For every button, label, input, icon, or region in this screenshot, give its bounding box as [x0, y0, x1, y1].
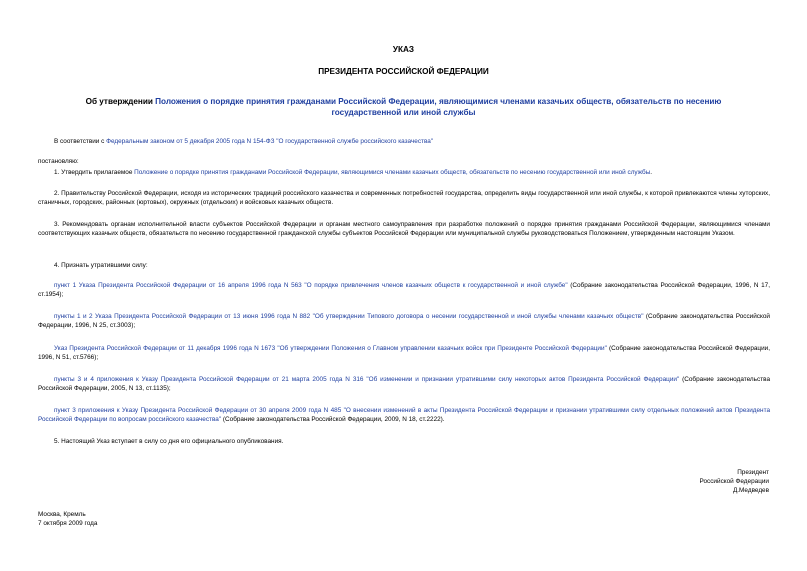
title-prefix: Об утверждении: [85, 97, 156, 106]
repealed-item: [38, 344, 770, 362]
signature-office: Российской Федерации: [699, 478, 769, 485]
date: 7 октября 2009 года: [38, 520, 98, 527]
regulation-link[interactable]: Положение о порядке принятия гражданами Российской Федерации, являющимися членами казачьих обществ, обязательств по несению государственной или иной службы: [134, 169, 651, 176]
title-link[interactable]: Положения о порядке принятия гражданами Российской Федерации, являющимися членами казачьих обществ, обязательств по несению государственной или иной службы: [155, 97, 722, 117]
repealed-source: (Собрание законодательства Российской Федерации, 2009, N 18, ст.2222).: [221, 416, 445, 423]
item-4: 4. Признать утратившими силу:: [54, 262, 148, 269]
repealed-link[interactable]: пункты 3 и 4 приложения к Указу Президента Российской Федерации от 21 марта 2005 года N 316 "Об изменении и признании утратившими силу некоторых актов Президента Российской Федерации": [54, 376, 680, 383]
federal-law-link[interactable]: Федеральным законом от 5 декабря 2005 года N 154-ФЗ "О государственной службе российского казачества": [106, 138, 434, 145]
signature-name: Д.Медведев: [732, 487, 769, 494]
signature-block: [569, 468, 769, 495]
repealed-item: [38, 281, 770, 299]
document-title: [70, 96, 737, 118]
decree-word: постановляю:: [38, 158, 79, 165]
item-1: [38, 168, 770, 177]
repealed-source: (Собрание законодательства Российской Федерации, 1996, N 17, ст.1954);: [38, 282, 770, 298]
repealed-source: (Собрание законодательства Российской Федерации, 1996, N 25, ст.3003);: [38, 313, 770, 329]
repealed-source: (Собрание законодательства Российской Федерации, 2005, N 13, ст.1135);: [38, 376, 770, 392]
item-3: 3. Рекомендовать органам исполнительной власти субъектов Российской Федерации и органам местного самоуправления при разработке положений о порядке принятия гражданами Российской Федерации, являющимися членами соответствующих казачьих обществ, обязательств по несению государственной гражданской службы субъектов Российской Федерации или муниципальной службы руководствоваться Положением, утвержденным настоящим Указом.: [38, 221, 770, 237]
repealed-link[interactable]: пункт 3 приложения к Указу Президента Российской Федерации от 30 апреля 2009 года N 485 "О внесении изменений в акты Президента Российской Федерации и признании утратившими силу отдельных положений актов Президента Российской Федерации по вопросам российского казачества": [38, 407, 770, 423]
item-1-suffix: .: [650, 169, 653, 176]
item-5: 5. Настоящий Указ вступает в силу со дня его официального опубликования.: [54, 438, 284, 445]
repealed-link[interactable]: Указ Президента Российской Федерации от 11 декабря 1996 года N 1673 "Об утверждении Положения о Главном управлении казачьих войск при Президенте Российской Федерации": [54, 345, 607, 352]
repealed-link[interactable]: пункты 1 и 2 Указа Президента Российской Федерации от 13 июня 1996 года N 882 "Об утверждении Типового договора о несении государственной и иной службы членами казачьих обществ": [54, 313, 644, 320]
preamble-prefix: В соответствии с: [54, 138, 107, 145]
repealed-link[interactable]: пункт 1 Указа Президента Российской Федерации от 16 апреля 1996 года N 563 "О порядке привлечения членов казачьих обществ к государственной и иной службе": [54, 282, 568, 289]
signature-title: Президент: [737, 469, 769, 476]
repealed-item: [38, 312, 770, 330]
decree-heading: УКАЗ: [392, 45, 415, 54]
issuer-heading: ПРЕЗИДЕНТА РОССИЙСКОЙ ФЕДЕРАЦИИ: [318, 67, 489, 76]
item-2: 2. Правительству Российской Федерации, исходя из исторических традиций российского казачества и современных потребностей государства, определить виды государственной или иной службы, к которой привлекаются члены хуторских, станичных, городских, районных (юртовых), окружных (отдельских) и войсковых казачьих обществ.: [38, 190, 770, 206]
repealed-item: [38, 375, 770, 393]
repealed-source: (Собрание законодательства Российской Федерации, 1996, N 51, ст.5766);: [38, 345, 770, 361]
place-date-block: [38, 510, 97, 528]
place: Москва, Кремль: [38, 511, 86, 518]
item-1-prefix: 1. Утвердить прилагаемое: [54, 169, 135, 176]
repealed-item: [38, 406, 770, 424]
preamble: [38, 137, 770, 146]
